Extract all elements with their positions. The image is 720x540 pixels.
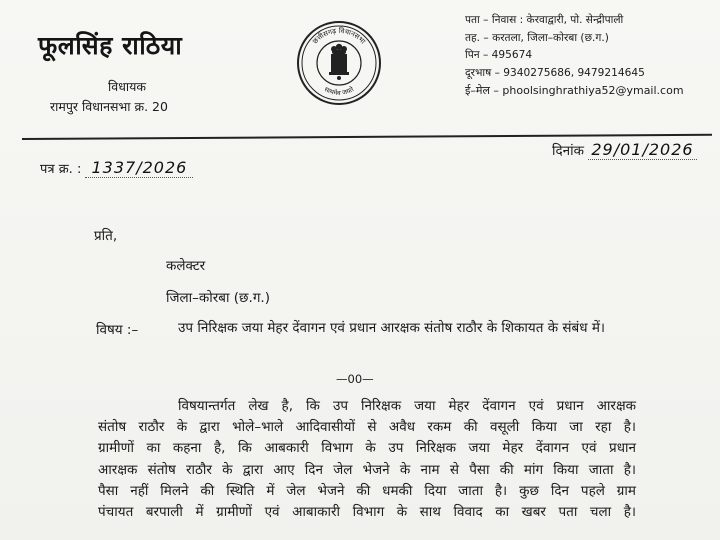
- contact-tehsil: तह. – करतला, जिला–कोरबा (छ.ग.): [465, 31, 609, 44]
- contact-phone: दूरभाष – 9340275686, 9479214645: [465, 66, 645, 79]
- recipient-district: जिला–कोरबा (छ.ग.): [166, 290, 270, 306]
- contact-pin: पिन – 495674: [465, 49, 533, 61]
- salutation: प्रति,: [94, 228, 118, 244]
- recipient-title: कलेक्टर: [166, 258, 206, 274]
- body-line: पंचायत बरपाली में ग्रामीणों एवं आबाकारी विभाग के साथ विवाद का खबर पता चला है।: [98, 504, 636, 521]
- body-line: विषयान्तर्गत लेख है, कि उप निरिक्षक जया मेहर देंवागन एवं प्रधान आरक्षक: [178, 398, 636, 414]
- letter-body: [98, 396, 636, 523]
- letterhead-designation: विधायक: [108, 79, 146, 94]
- subject-text: उप निरिक्षक जया मेहर देंवागन एवं प्रधान आरक्षक संतोष राठौर के शिकायत के संबंध में।: [178, 320, 606, 336]
- emblem-top-text: छत्तीसगढ़ विधानसभा: [311, 26, 367, 46]
- section-separator: —00—: [336, 372, 374, 386]
- contact-address: पता – निवास : केरवाद्वारी, पो. सेन्द्रीपाली: [465, 14, 624, 26]
- reference-value: 1337/2026: [85, 158, 193, 178]
- svg-text:छत्तीसगढ़ विधानसभा: [311, 26, 367, 46]
- emblem-bottom-text: सत्यमेव जयते: [322, 85, 356, 98]
- body-line: संतोष राठौर के द्वारा भोले–भाले आदिवासीयों से अवैध रकम की वसूली किया जा रहा है।: [98, 419, 636, 436]
- contact-block: [465, 12, 715, 100]
- letterhead-constituency: रामपुर विधानसभा क्र. 20: [50, 99, 168, 114]
- contact-email: ई–मेल – phoolsinghrathiya52@ymail.com: [465, 84, 684, 97]
- reference-label: पत्र क्र. :: [40, 162, 82, 177]
- body-line: पैसा नहीं मिलने की स्थिति में जेल भेजने की धमकी दिया जाता है। कुछ दिन पहले ग्राम: [98, 482, 636, 499]
- letter-date: [552, 140, 697, 159]
- body-line: ग्रामीणों का कहना है, कि आबकारी विभाग के उप निरिक्षक जया मेहर देंवागन एवं प्रधान: [98, 440, 636, 457]
- body-line: आरक्षक संतोष राठौर के द्वारा आए दिन जेल भेजने के नाम से पैसा की मांग किया जाता है।: [98, 461, 636, 478]
- reference-number: [40, 158, 193, 177]
- date-value: 29/01/2026: [588, 140, 696, 160]
- svg-text:सत्यमेव जयते: [323, 85, 356, 97]
- letterhead-name: फूलसिंह राठिया: [38, 31, 183, 60]
- subject-label: विषय :–: [96, 322, 139, 338]
- date-label: दिनांक: [552, 143, 585, 159]
- emblem-seal-icon: [296, 20, 382, 106]
